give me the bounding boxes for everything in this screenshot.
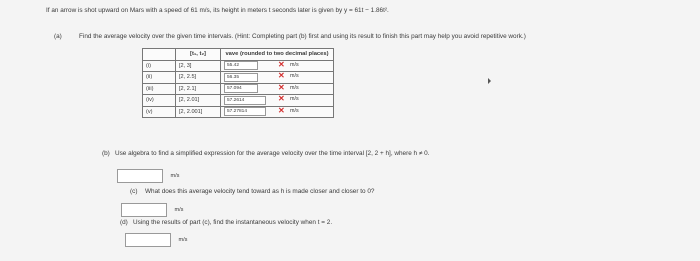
part-d-label: (d) bbox=[120, 219, 128, 226]
part-c-answer-row bbox=[121, 201, 183, 219]
answer-input[interactable]: 55.42 bbox=[224, 61, 258, 70]
table-row bbox=[143, 60, 334, 72]
row-number: (iii) bbox=[143, 83, 176, 95]
part-d-answer-input[interactable] bbox=[125, 233, 171, 247]
unit-label: m/s bbox=[174, 206, 184, 213]
part-d-instructions: Using the results of part (c), find the instantaneous velocity when t = 2. bbox=[133, 219, 333, 226]
table-row bbox=[143, 72, 334, 84]
answer-cell bbox=[221, 83, 334, 95]
part-b-answer-input[interactable] bbox=[117, 169, 163, 183]
unit-label: m/s bbox=[290, 107, 299, 114]
incorrect-x-icon: ✕ bbox=[278, 71, 285, 80]
answer-cell bbox=[221, 72, 334, 84]
unit-label: m/s bbox=[290, 73, 299, 79]
answer-input[interactable]: 57.094 bbox=[224, 84, 258, 93]
incorrect-x-icon: ✕ bbox=[278, 82, 285, 92]
answer-cell bbox=[221, 60, 334, 72]
answer-cell bbox=[221, 95, 334, 107]
row-number: (v) bbox=[143, 106, 176, 118]
unit-label: m/s bbox=[290, 96, 299, 102]
interval-cell: [2, 3] bbox=[176, 60, 221, 72]
row-number: (i) bbox=[143, 60, 176, 72]
unit-label: m/s bbox=[170, 172, 180, 179]
answer-cell bbox=[221, 106, 334, 118]
incorrect-x-icon: ✕ bbox=[278, 94, 285, 103]
part-d-answer-row bbox=[125, 231, 187, 249]
answer-input[interactable]: 57.2614 bbox=[224, 96, 266, 105]
part-b-label: (b) bbox=[102, 150, 110, 157]
part-a-label: (a) bbox=[54, 33, 62, 40]
interval-cell: [2, 2.01] bbox=[176, 95, 221, 107]
problem-statement: If an arrow is shot upward on Mars with a speed of 61 m/s, its height in meters t seconds later is given by y = 61t − 1.86t². bbox=[46, 7, 389, 14]
interval-cell: [2, 2.5] bbox=[176, 72, 221, 84]
row-number: (iv) bbox=[143, 95, 176, 107]
interval-cell: [2, 2.001] bbox=[176, 106, 221, 118]
interval-column-header: [t₁, t₂] bbox=[176, 49, 221, 61]
row-number-header bbox=[143, 49, 176, 61]
answer-input[interactable]: 57.27814 bbox=[224, 107, 266, 116]
table-row bbox=[143, 95, 334, 107]
part-b-answer-row bbox=[117, 167, 179, 185]
answer-input[interactable]: 56.35 bbox=[224, 73, 258, 82]
interval-cell: [2, 2.1] bbox=[176, 83, 221, 95]
unit-label: m/s bbox=[290, 61, 299, 68]
average-velocity-table bbox=[142, 48, 334, 118]
part-b-instructions: Use algebra to find a simplified expression for the average velocity over the time interval [2, 2 + h], where h ≠ 0. bbox=[115, 150, 430, 157]
mouse-cursor-icon bbox=[488, 78, 491, 84]
table-row bbox=[143, 106, 334, 118]
incorrect-x-icon: ✕ bbox=[278, 105, 285, 115]
vave-column-header: vave (rounded to two decimal places) bbox=[221, 49, 334, 61]
row-number: (ii) bbox=[143, 72, 176, 84]
unit-label: m/s bbox=[290, 84, 299, 91]
part-a-instructions: Find the average velocity over the given time intervals. (Hint: Completing part (b) first and using its result to finish this part may help you avoid repetitive work.) bbox=[79, 33, 526, 40]
part-c-answer-input[interactable] bbox=[121, 203, 167, 217]
part-c-label: (c) bbox=[130, 188, 138, 195]
incorrect-x-icon: ✕ bbox=[278, 59, 285, 69]
part-c-instructions: What does this average velocity tend toward as h is made closer and closer to 0? bbox=[145, 188, 375, 195]
unit-label: m/s bbox=[178, 236, 188, 243]
table-row bbox=[143, 83, 334, 95]
